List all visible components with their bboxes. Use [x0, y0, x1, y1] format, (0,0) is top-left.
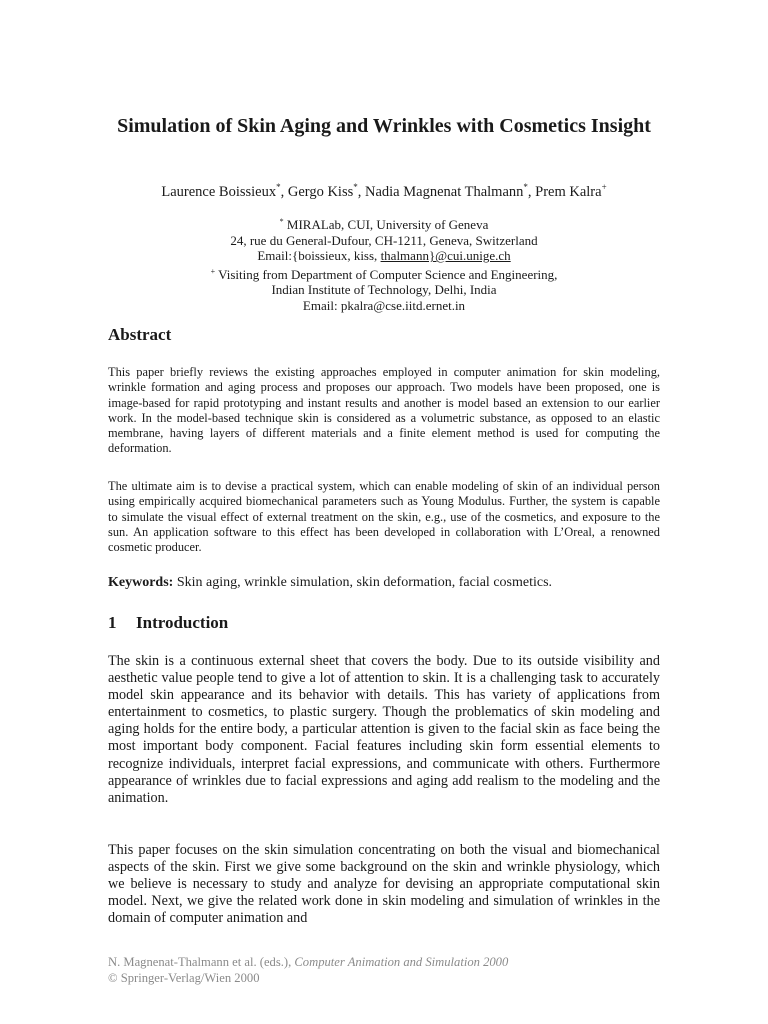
publication-footer: [108, 954, 508, 986]
paper-title: Simulation of Skin Aging and Wrinkles with Cosmetics Insight: [117, 115, 651, 137]
affiliation-text: MIRALab, CUI, University of Geneva: [283, 217, 489, 232]
abstract-paragraph: The ultimate aim is to devise a practical system, which can enable modeling of skin of an individual person using empirically acquired biomechanical parameters such as Young Modulus. Further, the system is capable to simulate the visual effect of external treatment on the skin, e.g., use of the cosmetics, and exposure to the sun. An application software to this effect has been developed in collaboration with L’Oreal, a renowned cosmetic producer.: [108, 479, 660, 555]
author-mark: *: [523, 182, 528, 192]
author-name: Gergo Kiss: [287, 184, 354, 200]
abstract-paragraph: This paper briefly reviews the existing approaches employed in computer animation for skin modeling, wrinkle formation and aging process and proposes our approach. Two models have been proposed, one is image-based for rapid prototyping and instant results and another is model based an extension to our earlier work. In the model-based technique skin is considered as a volumetric substance, as opposed to an elastic membrane, having layers of different materials and a finite element method is used for computing the deformation.: [108, 365, 660, 456]
affiliation-line: [80, 264, 688, 283]
body-paragraph: This paper focuses on the skin simulation concentrating on both the visual and biomechanical aspects of the skin. First we give some background on the skin and wrinkle physiology, which we believe is necessary to study and analyze for devising an appropriate computational skin model. Next, we give the related work done in skin modeling and simulation of wrinkles in the domain of computer animation and: [108, 842, 660, 927]
author-name: Prem Kalra: [535, 184, 602, 200]
footer-editors: N. Magnenat-Thalmann et al. (eds.),: [108, 955, 295, 969]
affiliation-line: Indian Institute of Technology, Delhi, India: [271, 282, 497, 297]
abstract-heading: Abstract: [108, 325, 172, 344]
author-mark: *: [353, 182, 358, 192]
footer-copyright: © Springer-Verlag/Wien 2000: [108, 971, 260, 985]
affiliation-email-line: [80, 248, 688, 264]
body-paragraph: The skin is a continuous external sheet that covers the body. Due to its outside visibility and aesthetic value people tend to give a lot of attention to skin. It is a challenging task to accurately model skin appearance and its behavior with details. This has variety of applications from entertainment to cosmetics, to plastic surgery. Though the problematics of skin modeling and aging holds for the entire body, a particular attention is given to the facial skin as face being the most important body component. Facial features including skin form essential elements to recognize individuals, interpret facial expressions, and communicate with others. Furthermore appearance of wrinkles due to facial expressions and aging add realism to the modeling and the animation.: [108, 653, 660, 806]
affiliation-line: [80, 214, 688, 233]
affiliation-mark: *: [279, 217, 284, 226]
section-number: 1: [108, 613, 117, 632]
affiliation-mark: +: [210, 266, 216, 276]
keywords: [108, 574, 668, 592]
keywords-label: Keywords:: [108, 575, 174, 590]
author-mark: +: [601, 182, 607, 192]
affiliations: [80, 214, 688, 313]
author-name: Laurence Boissieux: [161, 184, 277, 200]
author-mark: *: [276, 182, 281, 192]
keywords-text: Skin aging, wrinkle simulation, skin deformation, facial cosmetics.: [173, 575, 553, 590]
footer-book-title: Computer Animation and Simulation 2000: [294, 955, 509, 969]
affiliation-text: Visiting from Department of Computer Science and Engineering,: [215, 266, 558, 282]
author-name: Nadia Magnenat Thalmann: [365, 184, 524, 200]
email-link[interactable]: thalmann}@cui.unige.ch: [380, 248, 511, 263]
email-prefix: Email:{boissieux, kiss,: [257, 248, 381, 263]
section-heading-introduction: [108, 612, 228, 634]
affiliation-email-line: Email: pkalra@cse.iitd.ernet.in: [302, 297, 466, 313]
affiliation-line: 24, rue du General-Dufour, CH-1211, Geneva, Switzerland: [230, 232, 538, 248]
footer-citation: [108, 954, 508, 970]
section-title: Introduction: [136, 613, 229, 632]
author-list: Laurence Boissieux*, Gergo Kiss*, Nadia Magnenat Thalmann*, Prem Kalra+: [161, 182, 607, 200]
